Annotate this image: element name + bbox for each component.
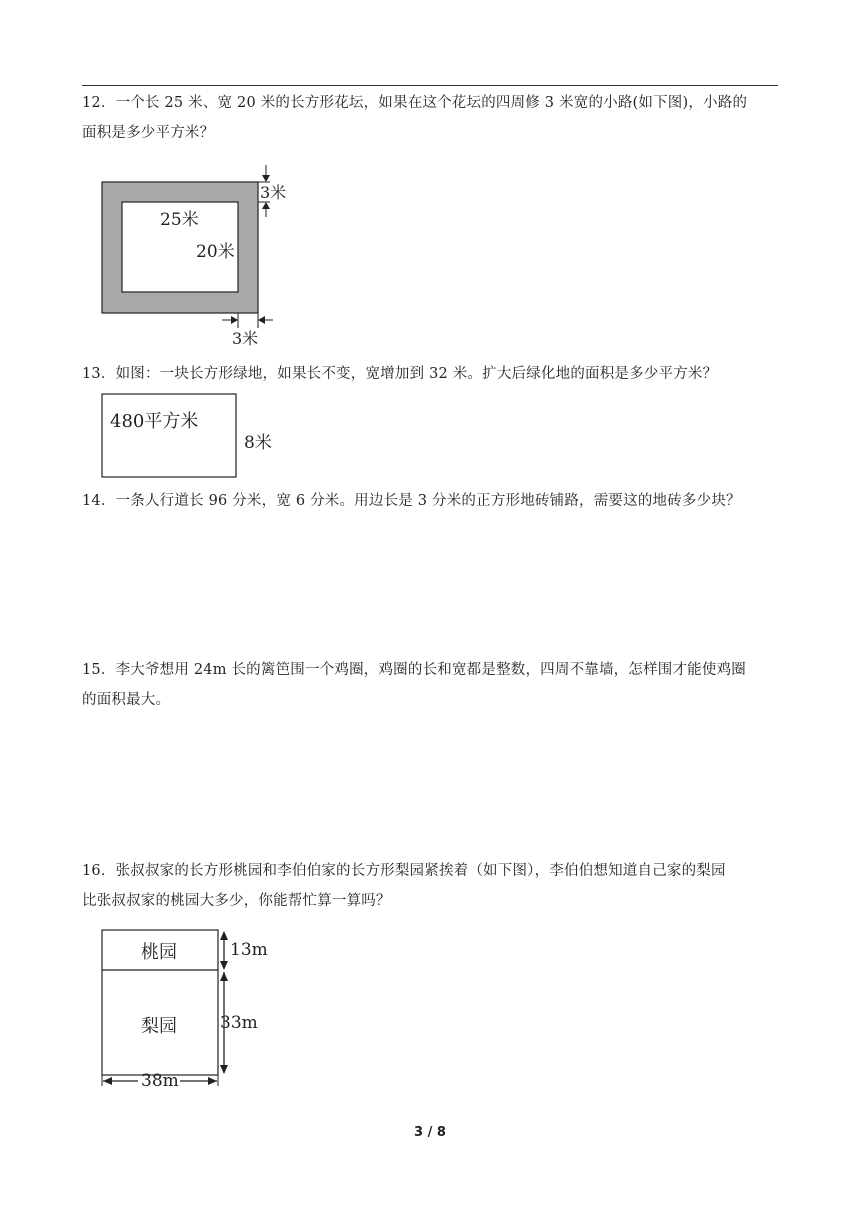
question-number: 12． <box>82 95 116 111</box>
question-number: 15． <box>82 662 116 678</box>
path-width-label-top: 3米 <box>260 183 287 202</box>
question-text-cont: 比张叔叔家的桃园大多少，你能帮忙算一算吗？ <box>82 893 391 909</box>
question-text-cont: 的面积最大。 <box>82 692 171 708</box>
question-text: 一个长 25 米、宽 20 米的长方形花坛，如果在这个花坛的四周修 3 米宽的小路(如下图)，小路的 <box>115 95 748 111</box>
pear-height-label: 33m <box>220 1013 258 1033</box>
side-label: 8米 <box>244 433 272 453</box>
question-number: 13． <box>82 366 116 382</box>
peach-height-label: 13m <box>230 940 268 960</box>
page-number: 3 / 8 <box>414 1125 446 1140</box>
question-text: 一条人行道长 96 分米，宽 6 分米。用边长是 3 分米的正方形地砖铺路，需要这的地砖多少块？ <box>115 493 741 509</box>
peach-orchard-label: 桃园 <box>141 942 177 963</box>
question-text: 李大爷想用 24m 长的篱笆围一个鸡圈，鸡圈的长和宽都是整数，四周不靠墙，怎样围才能使鸡圈 <box>115 662 746 678</box>
question-number: 14． <box>82 493 116 509</box>
length-label: 25米 <box>160 210 199 230</box>
question-text: 张叔叔家的长方形桃园和李伯伯家的长方形梨园紧挨着（如下图），李伯伯想知道自己家的梨园 <box>115 863 726 879</box>
question-text: 如图：一块长方形绿地，如果长不变，宽增加到 32 米。扩大后绿化地的面积是多少平方米？ <box>115 366 718 382</box>
path-width-label-bottom: 3米 <box>232 329 259 348</box>
width-label: 20米 <box>196 242 235 262</box>
question-text-cont: 面积是多少平方米？ <box>82 125 215 141</box>
width-label: 38m <box>141 1071 179 1091</box>
area-label: 480平方米 <box>110 411 199 432</box>
pear-orchard-label: 梨园 <box>141 1016 177 1037</box>
question-number: 16． <box>82 863 116 879</box>
